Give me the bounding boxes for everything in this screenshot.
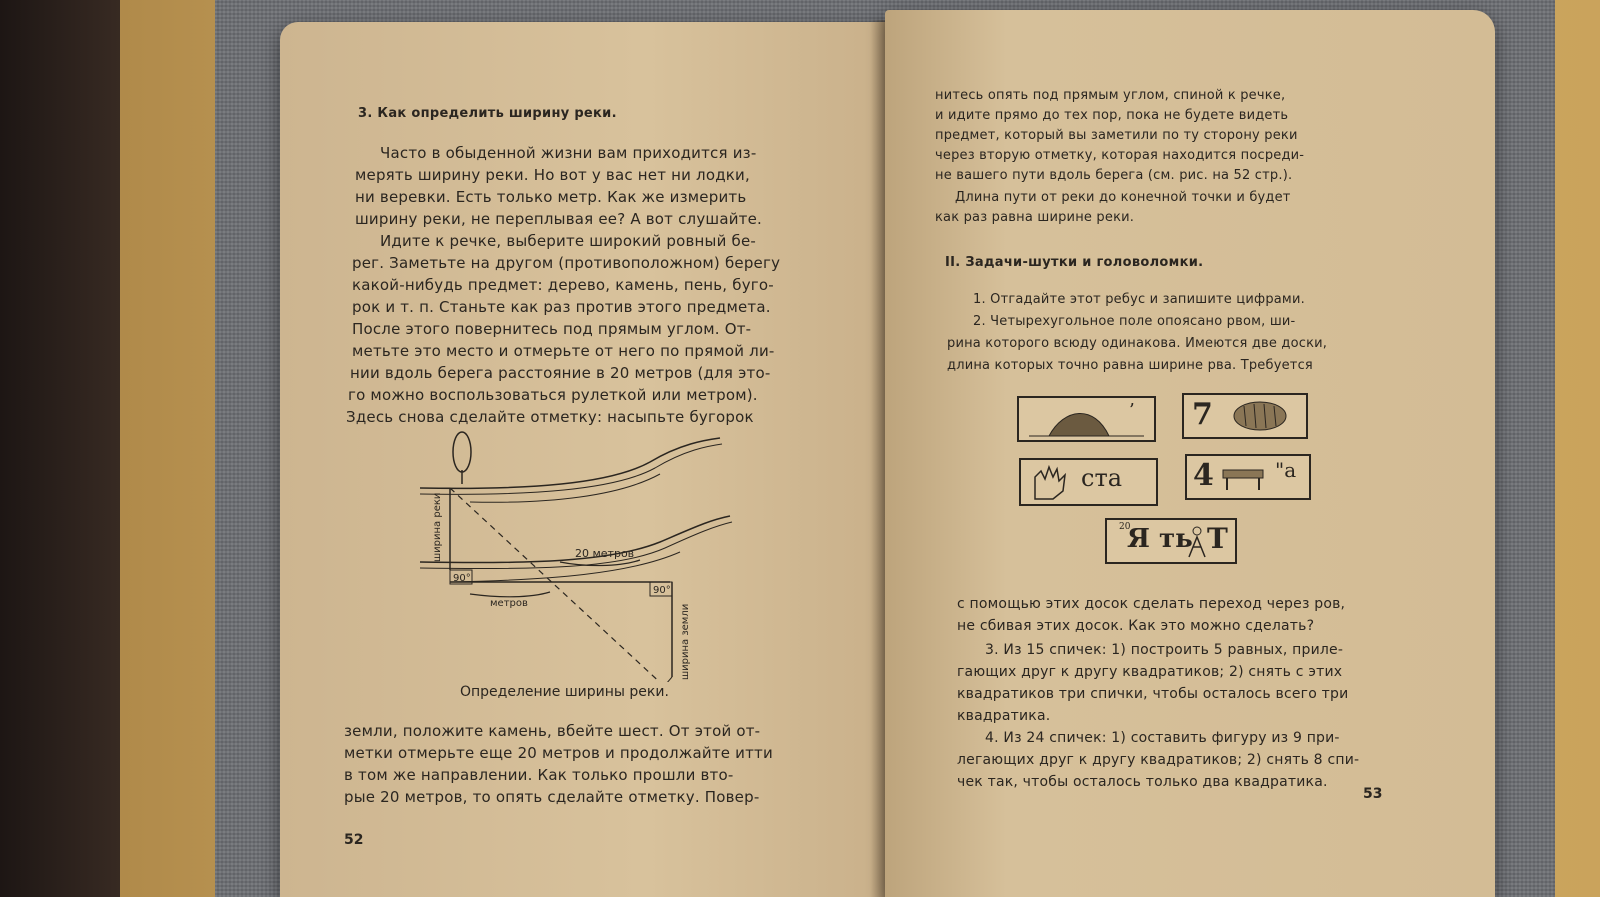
text-line: нии вдоль берега расстояние в 20 метров (для это- [350,364,771,382]
page-number: 52 [344,832,364,848]
right-page [885,10,1495,897]
text-line: метки отмерьте еще 20 метров и продолжайте итти [344,744,773,762]
text-line: чек так, чтобы осталось только два квадратика. [957,774,1328,790]
label-20m: 20 метров [575,547,635,560]
text-line: ни веревки. Есть только метр. Как же измерить [355,188,747,206]
section-heading: 3. Как определить ширину реки. [358,106,617,121]
angle-label: 90° [453,573,471,584]
rebus-number: 7 [1192,397,1213,432]
text-line: ширину реки, не переплывая ее? А вот слушайте. [355,210,762,228]
text-line: рина которого всюду одинакова. Имеются две доски, [947,336,1328,351]
text-line: 1. Отгадайте этот ребус и запишите цифрами. [973,292,1305,307]
angle-label: 90° [653,585,671,596]
left-page [280,22,890,897]
rebus-box-4 [1185,454,1311,500]
text-line: Здесь снова сделайте отметку: насыпьте бугорок [346,408,754,426]
text-line: не вашего пути вдоль берега (см. рис. на 52 стр.). [935,168,1293,183]
rebus-small-number: 20 [1119,522,1131,532]
text-line: через вторую отметку, которая находится посреди- [935,148,1305,163]
text-line: земли, положите камень, вбейте шест. От этой от- [344,722,761,740]
text-line: в том же направлении. Как только прошли вто- [344,766,734,784]
rebus-suffix: "а [1275,458,1297,482]
svg-text:’: ’ [1129,400,1135,421]
river-width-diagram [410,422,750,682]
loaf-icon [1230,398,1290,434]
label-metrov: метров [490,598,528,609]
figure-caption: Определение ширины реки. [460,684,669,700]
text-line: После этого повернитесь под прямым углом. От- [352,320,752,338]
section-heading: II. Задачи-шутки и головоломки. [945,255,1204,270]
hand-icon [1025,461,1075,503]
text-line: предмет, который вы заметили по ту сторону реки [935,128,1298,143]
text-line: 4. Из 24 спичек: 1) составить фигуру из 9 при- [985,730,1340,746]
text-line: квадратика. [957,708,1051,724]
page-number: 53 [1363,786,1383,802]
rebus-letter: Т [1207,522,1228,555]
rebus-syllable: ста [1081,464,1123,492]
text-line: как раз равна ширине реки. [935,210,1135,225]
text-line: Длина пути от реки до конечной точки и будет [955,190,1291,205]
text-line: нитесь опять под прямым углом, спиной к речке, [935,88,1286,103]
rebus-number: 4 [1193,458,1214,493]
bench-icon [1219,464,1269,494]
far-bank [420,438,720,488]
text-line: квадратиков три спички, чтобы осталось всего три [957,686,1349,702]
label-width-land: ширина земли [680,603,691,680]
sight-line [450,488,665,682]
text-line: 2. Четырехугольное поле опоясано рвом, ши- [973,314,1296,329]
text-line: рег. Заметьте на другом (противоположном) берегу [352,254,781,272]
text-line: какой-нибудь предмет: дерево, камень, пень, буго- [352,276,774,294]
figure-icon [1183,523,1213,559]
text-line: Идите к речке, выберите широкий ровный бе- [380,232,757,250]
text-line: с помощью этих досок сделать переход через ров, [957,596,1346,612]
text-line: метьте это место и отмерьте от него по прямой ли- [352,342,775,360]
text-line: Часто в обыденной жизни вам приходится из- [380,144,757,162]
rebus-syllable: Я ть [1127,524,1193,554]
rebus-box-1 [1017,396,1156,442]
rebus-box-3 [1019,458,1158,506]
rebus-box-5 [1105,518,1237,564]
label-width-river: ширина реки [432,492,443,562]
text-line: 3. Из 15 спичек: 1) построить 5 равных, приле- [985,642,1344,658]
text-line: го можно воспользоваться рулеткой или метром). [348,386,758,404]
haystack-icon [1019,398,1154,440]
text-line: и идите прямо до тех пор, пока не будете видеть [935,108,1289,123]
text-line: длина которых точно равна ширине рва. Требуется [947,358,1313,373]
tree-icon [453,432,471,484]
text-line: мерять ширину реки. Но вот у вас нет ни лодки, [355,166,750,184]
text-line: не сбивая этих досок. Как это можно сделать? [957,618,1315,634]
text-line: легающих друг к другу квадратиков; 2) снять 8 спи- [957,752,1360,768]
text-line: гающих друг к другу квадратиков; 2) снять с этих [957,664,1343,680]
text-line: рые 20 метров, то опять сделайте отметку. Повер- [344,788,760,806]
text-line: рок и т. п. Станьте как раз против этого предмета. [352,298,771,316]
rebus-box-2 [1182,393,1308,439]
